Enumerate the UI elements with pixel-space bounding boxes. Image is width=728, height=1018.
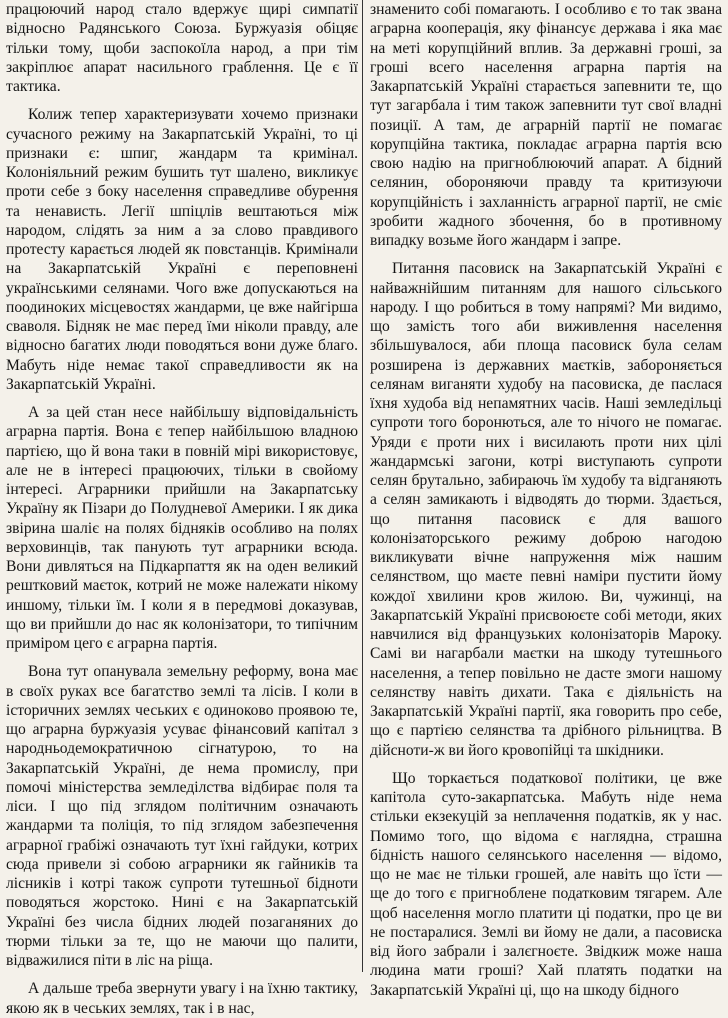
paragraph: Вона тут опанувала земельну реформу, вона має в своїх руках все багатство землі та лісів. І коли в історичних землях чеських є одиноково проявою те, що аграрна буржуазія усуває фінансовий капітал з народньодемократичною сігнатурою, то на Закарпатській Україні, де нема промислу, при помочі міністерства земледілства відбирає поля та ліси. І що під зглядом політичним означають жандарми та поліція, то під зглядом забезпечення аграрної грабіжі означають тут їхні гайдуки, котрих сюда привели зі собою аграрники як гайників та лісників і котрі також супроти тутешньої бідноти поводяться жорстоко. Нині є на Закарпатській Україні без числа бідних людей позаганяних до тюрми тільки за те, що не маючи що палити, відважилися піти в ліс на ріща. — [6, 663, 358, 969]
left-column — [6, 0, 358, 1018]
paragraph: знаменито собі помагають. І особливо є то так звана аграрна кооперація, яку фінансує держава і яка має на меті корупційний вплив. За державні гроші, за гроші всего населення аграрна партія на Закарпатській Україні старається запевнити те, що тут загарбала і тим також запевнити тут свої владні позиції. А там, де аграрній партії не помагає корупційна тактика, покладає аграрна партія всю свою надію на пригноблюючий апарат. А бідний селянин, обороняючи правду та критизуючи корупційність і захланність аграрної партії, не сміє зробити жадного збочення, бо в противному випадку возьме його жандарм і запре. — [370, 1, 722, 249]
paragraph: Що торкається податкової політики, це вже капітола суто-закарпатська. Мабуть ніде нема стільки екзекуцій за неплачення податків, як у нас. Помимо того, що відома є наглядна, страшна бідність нашого селянського населення — відомо, що не має не тільки грошей, але навіть що їсти — ще до того є пригноблене податковим тягарем. Але щоб населення могло платити ці податки, про це ви не постаралися. Землі ви йому не дали, а пасовиска від його забрали і залєгноєте. Звідкиж може наша людина мати гроші? Хай платять податки на Закарпатській Україні ці, що на шкоду бідного — [370, 769, 722, 999]
paragraph: працюючий народ стало вдержує щирі симпатії відносно Радянського Союза. Буржуазія обіцяє тільки тому, щоби заспокоїла народ, а при тім закріплює апарат насильного граблення. Це є її тактика. — [6, 1, 358, 95]
right-column — [370, 0, 722, 1000]
paragraph: Колиж тепер характеризувати хочемо признаки сучасного режиму на Закарпатській Україні, то ці признаки є: шпиг, жандарм та кримінал. Колоніяльний режим бушить тут шалено, викликує проти себе з боку населення справедливе обурення та ненависть. Легії шпіцлів вештаються між народом, слідять за ним а за слово правдивого протесту карається людей як повстанців. Кримінали на Закарпатській Україні є переповнені українськими селянами. Чого вже допускаються на поодиноких місцевостях жандарми, це вже найгірша сваволя. Бідняк не має перед їми ніколи правду, але відносно багатих люди поводяться вони дуже благо. Мабуть ніде немає такої справедливости як на Закарпатській Україні. — [6, 106, 358, 393]
paragraph: А дальше треба звернути увагу і на їхню тактику, якою як в чеських землях, так і в нас, — [6, 980, 358, 1017]
paragraph: А за цей стан несе найбільшу відповідальність аграрна партія. Вона є тепер найбільшою владною партією, що й вона таки в повній мірі використовує, але не в інтересі працюючих, тільки в свойому інтересі. Аграрники прийшли на Закарпатську Україну як Пізари до Полудневої Америки. І як дика звірина шаліє на полях бідняків особливо на полях верховинців, так панують тут аграрники всюда. Вони дивляться на Підкарпаття як на оден великий рештковий маєток, котрий не може належати нікому иншому, тільки їм. І коли я в передмові доказував, що ви прийшли до нас як колонізатори, то типічним приміром цего є аграрна партія. — [6, 404, 358, 652]
column-divider — [362, 0, 363, 972]
paragraph: Питання пасовиск на Закарпатській Україні є найважнійшим питанням для нашого сільського народу. І що робиться в тому напрямі? Ми видимо, що замість того аби виживлення населення збільшувалося, аби площа пасовиск була селам розширена із державних маєтків, забороняється селянам виганяти худобу на пасовиска, де паслася їхня худоба від непамятних часів. Наші земледільці супроти того боронються, але то нічого не помагає. Уряди є проти них і висилають проти них цілі жандармські загони, котрі виступають супроти селян брутально, забираючь їм худобу та відганяють а селян замикають і відводять до тюрми. Здається, що питання пасовиск є для вашого колонізаторського режиму доброю нагодою викликувати вічне напруження між нашим селянством, що маєте певні наміри пустити йому кождої хвилини кров жилою. Ви, чужинці, на Закарпатській Україні присвоюєте собі методи, яких навчилися від французьких колонізаторів Мароку. Самі ви нагарбали маєтки на шкоду тутешнього населення, а тепер повільно не дасте змоги нашому селянству навіть дихати. Така є діяльність на Закарпатській Україні партії, яка говорить про себе, що є партією селянства та дрібного рільництва. В дійсноти-ж ви його кровопійці та шкідники. — [370, 260, 722, 759]
